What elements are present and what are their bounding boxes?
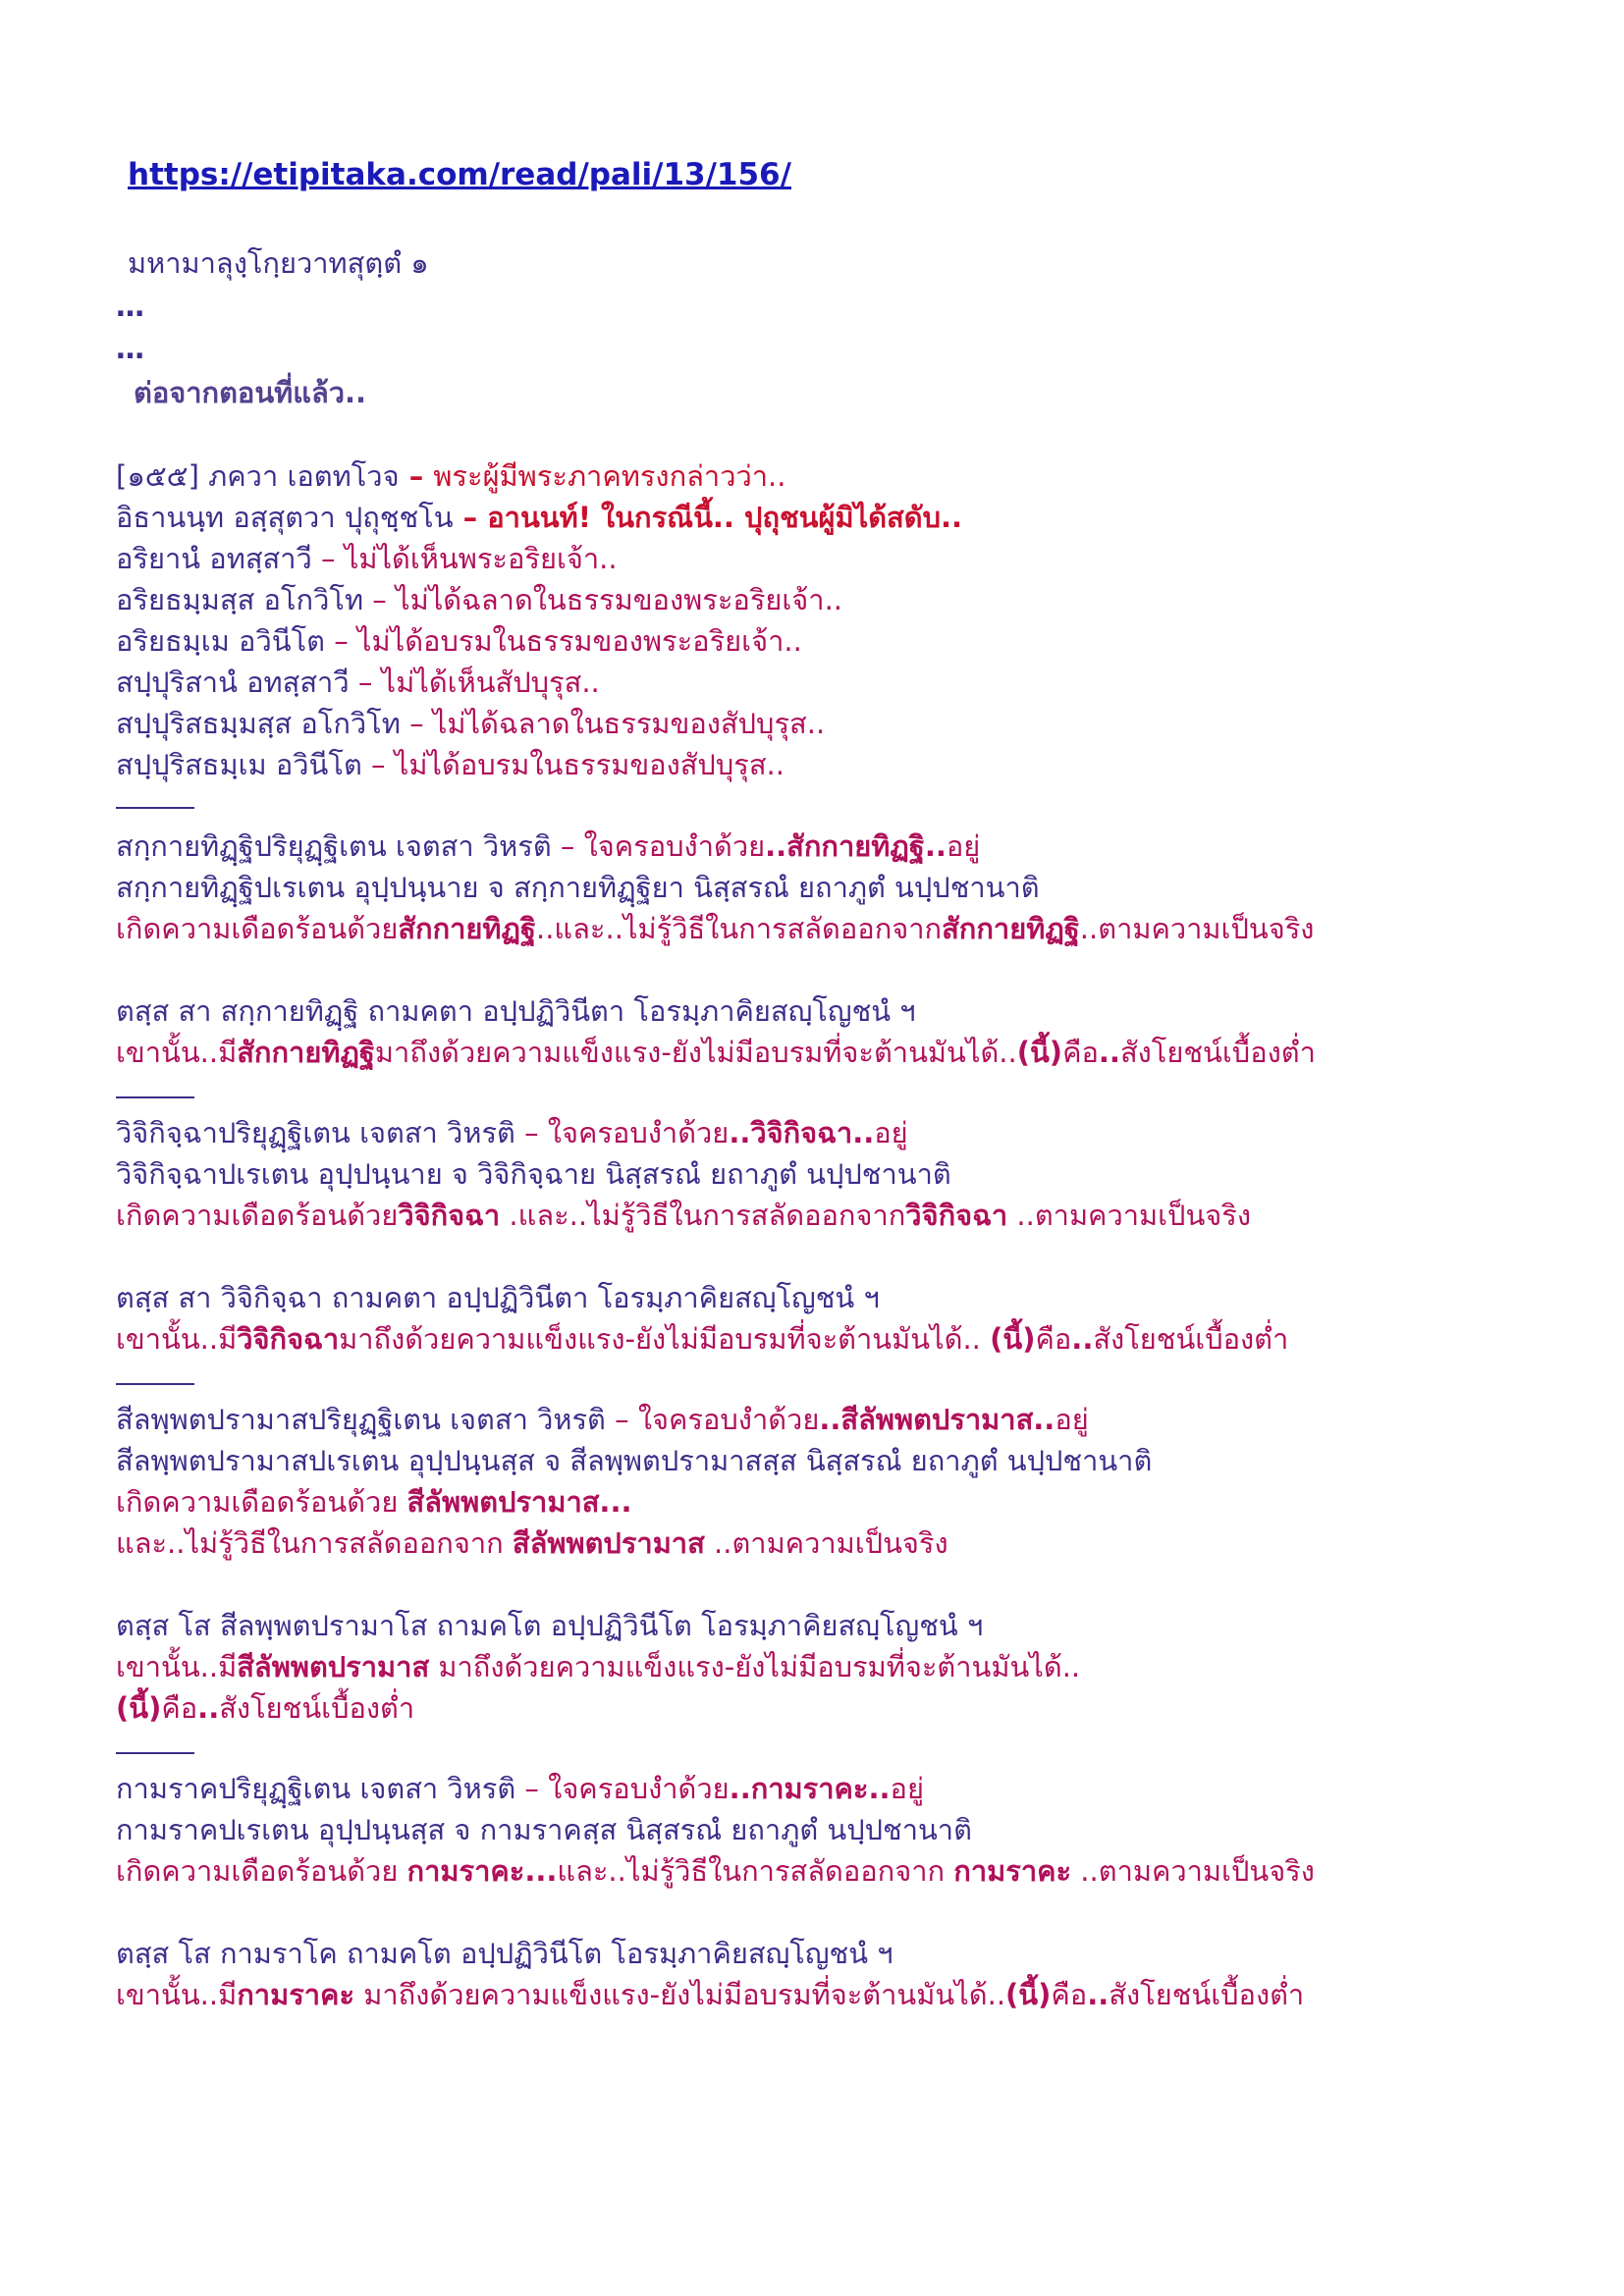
s2-line-a: [116, 1113, 908, 1152]
thai-text: – ไม่ได้เห็นพระอริยเจ้า..: [311, 542, 618, 575]
s2-line-b: วิจิกิจฺฉาปเรเตน อุปฺปนฺนาย จ วิจิกิจฺฉาย นิสฺสรณํ ยถาภูตํ นปฺปชานาติ: [116, 1157, 951, 1191]
s4-line-c: [116, 1851, 1315, 1891]
pali-text: อิธานนฺท อสฺสุตวา ปุถุชฺชโน: [116, 501, 454, 534]
intro-line-2: [116, 498, 962, 537]
pali-text: วิจิกิจฺฉาปริยุฏฺฐิเตน เจตสา วิหรติ: [116, 1116, 525, 1149]
key-term: สักกายทิฏฐิ: [398, 912, 536, 945]
pali-text: อริยธมฺเม อวินีโต: [116, 624, 325, 658]
key-term: ..: [1071, 1322, 1094, 1356]
thai-text: เกิดความเดือดร้อนด้วย: [116, 1485, 407, 1519]
thai-text: อยู่: [890, 1772, 924, 1805]
intro-line-3: [116, 539, 618, 578]
s3-line-b: สีลพฺพตปรามาสปเรเตน อุปฺปนฺนสฺส จ สีลพฺพตปรามาสสฺส นิสฺสรณํ ยถาภูตํ นปฺปชานาติ: [116, 1444, 1153, 1477]
thai-text: ..ตามความเป็นจริง: [704, 1526, 948, 1560]
ellipsis-1: …: [116, 290, 144, 323]
key-term: ..: [197, 1691, 220, 1725]
key-term: กามราคะ: [237, 1978, 355, 2011]
s2-line-c: [116, 1196, 1251, 1235]
pali-text: กามราคปริยุฏฺฐิเตน เจตสา วิหรติ: [116, 1772, 516, 1805]
thai-text: สังโยชน์เบื้องต่ำ: [1093, 1322, 1289, 1356]
thai-text: ..ตามความเป็นจริง: [1071, 1854, 1315, 1888]
s1-line-e: [116, 1033, 1316, 1072]
s3-line-e: [116, 1647, 1080, 1686]
key-term: ..วิจิกิจฉา..: [729, 1116, 875, 1149]
key-term: กามราคะ...: [406, 1854, 558, 1888]
thai-text: อยู่: [1055, 1403, 1089, 1436]
section-divider: [116, 1096, 194, 1098]
thai-text: คือ: [1051, 1978, 1088, 2011]
thai-text: – ใจครอบงำด้วย: [605, 1403, 820, 1436]
s1-line-d: ตสฺส สา สกฺกายทิฏฺฐิ ถามคตา อปฺปฏิวินีตา โอรมฺภาคิยสญฺโญชนํ ฯ: [116, 994, 916, 1028]
pali-text: สปฺปุริสธมฺเม อวินีโต: [116, 748, 372, 781]
s4-line-d: ตสฺส โส กามราโค ถามคโต อปฺปฏิวินีโต โอรมฺภาคิยสญฺโญชนํ ฯ: [116, 1937, 893, 1970]
key-term: ..: [1098, 1036, 1120, 1069]
s1-line-b: สกฺกายทิฏฺฐิปเรเตน อุปฺปนฺนาย จ สกฺกายทิฏฺฐิยา นิสฺสรณํ ยถาภูตํ นปฺปชานาติ: [116, 871, 1040, 904]
thai-text: สังโยชน์เบื้องต่ำ: [219, 1691, 415, 1725]
s2-line-e: [116, 1319, 1288, 1359]
key-term: (นี้): [1005, 1978, 1052, 2011]
thai-text: ..ตามความเป็นจริง: [1007, 1199, 1252, 1232]
thai-text: เกิดความเดือดร้อนด้วย: [116, 1854, 407, 1888]
thai-text: เกิดความเดือดร้อนด้วย: [116, 912, 399, 945]
pali-text: สีลพฺพตปรามาสปริยุฏฺฐิเตน เจตสา วิหรติ: [116, 1403, 606, 1436]
thai-text: สังโยชน์เบื้องต่ำ: [1119, 1036, 1316, 1069]
key-term: ..กามราคะ..: [729, 1772, 891, 1805]
thai-text: เขานั้น..มี: [116, 1036, 238, 1069]
thai-text: คือ: [161, 1691, 198, 1725]
s3-line-f: [116, 1688, 414, 1728]
thai-text: สังโยชน์เบื้องต่ำ: [1109, 1978, 1305, 2011]
s3-line-c2: [116, 1523, 948, 1563]
thai-text: เกิดความเดือดร้อนด้วย: [116, 1199, 399, 1232]
thai-text: – ไม่ได้ฉลาดในธรรมของพระอริยเจ้า..: [363, 583, 843, 616]
thai-text: เขานั้น..มี: [116, 1650, 238, 1683]
key-term: สีลัพพตปรามาส: [237, 1650, 430, 1683]
ellipsis-2: …: [116, 332, 144, 365]
s4-line-b: กามราคปเรเตน อุปฺปนฺนสฺส จ กามราคสฺส นิสฺสรณํ ยถาภูตํ นปฺปชานาติ: [116, 1813, 972, 1846]
thai-text: มาถึงด้วยความแข็งแรง-ยังไม่มีอบรมที่จะต้านมันได้..: [354, 1978, 1006, 2011]
pali-text: สกฺกายทิฏฺฐิปริยุฏฺฐิเตน เจตสา วิหรติ: [116, 829, 552, 863]
thai-text: และ..ไม่รู้วิธีในการสลัดออกจาก: [116, 1526, 513, 1560]
key-term: กามราคะ: [953, 1854, 1072, 1888]
key-term: วิจิกิจฉา: [398, 1199, 501, 1232]
key-term: สักกายทิฏฐิ: [237, 1036, 375, 1069]
key-term: ..สักกายทิฏฐิ..: [765, 829, 947, 863]
thai-text: เขานั้น..มี: [116, 1322, 238, 1356]
thai-text: มาถึงด้วยความแข็งแรง-ยังไม่มีอบรมที่จะต้านมันได้..: [429, 1650, 1081, 1683]
thai-text: มาถึงด้วยความแข็งแรง-ยังไม่มีอบรมที่จะต้านมันได้..: [339, 1322, 991, 1356]
thai-text: – ใจครอบงำด้วย: [515, 1772, 730, 1805]
continued-note: ต่อจากตอนที่แล้ว..: [134, 376, 367, 409]
intro-line-1: [116, 456, 786, 496]
key-term: สักกายทิฏฐิ: [942, 912, 1080, 945]
thai-text: ..ตามความเป็นจริง: [1079, 912, 1315, 945]
thai-text: – ไม่ได้อบรมในธรรมของพระอริยเจ้า..: [324, 624, 802, 658]
s3-line-c: [116, 1482, 632, 1522]
thai-text: – ไม่ได้อบรมในธรรมของสัปบุรุส..: [371, 748, 785, 781]
pali-text: [๑๕๕] ภควา เอตทโวจ: [116, 459, 400, 493]
s4-line-e: [116, 1975, 1304, 2014]
thai-text: อานนท์! ในกรณีนี้.. ปุถุชนผู้มิได้สดับ..: [487, 501, 963, 534]
key-term: สีลัพพตปรามาส: [512, 1526, 705, 1560]
thai-text: เขานั้น..มี: [116, 1978, 238, 2011]
thai-text: .และ..ไม่รู้วิธีในการสลัดออกจาก: [500, 1199, 906, 1232]
thai-text: และ..ไม่รู้วิธีในการสลัดออกจาก: [557, 1854, 954, 1888]
thai-text: อยู่: [946, 829, 981, 863]
dash: –: [399, 459, 434, 493]
thai-text: คือ: [1035, 1322, 1072, 1356]
thai-text: – ใจครอบงำด้วย: [524, 1116, 730, 1149]
thai-text: – ไม่ได้เห็นสัปบุรุส..: [357, 666, 600, 699]
thai-text: พระผู้มีพระภาคทรงกล่าวว่า..: [433, 459, 786, 493]
key-term: วิจิกิจฉา: [905, 1199, 1008, 1232]
thai-text: อยู่: [874, 1116, 908, 1149]
pali-text: อริยธมฺมสฺส อโกวิโท: [116, 583, 364, 616]
intro-line-6: [116, 663, 600, 702]
intro-line-4: [116, 580, 842, 619]
s4-line-a: [116, 1769, 924, 1808]
key-term: วิจิกิจฉา: [237, 1322, 340, 1356]
key-term: สีลัพพตปรามาส...: [406, 1485, 632, 1519]
pali-text: อริยานํ อทสฺสาวี: [116, 542, 312, 575]
key-term: (นี้): [1016, 1036, 1063, 1069]
intro-line-5: [116, 621, 802, 661]
section-divider: [116, 1752, 194, 1754]
key-term: ..: [1087, 1978, 1110, 2011]
thai-text: – ใจครอบงำด้วย: [551, 829, 766, 863]
s1-line-c: [116, 909, 1314, 948]
pali-text: สปฺปุริสานํ อทสฺสาวี: [116, 666, 358, 699]
key-term: (นี้): [116, 1691, 162, 1725]
intro-line-7: [116, 704, 825, 743]
section-divider: [116, 807, 194, 809]
dash: –: [453, 501, 488, 534]
s3-line-d: ตสฺส โส สีลพฺพตปรามาโส ถามคโต อปฺปฏิวินีโต โอรมฺภาคิยสญฺโญชนํ ฯ: [116, 1609, 984, 1642]
thai-text: คือ: [1062, 1036, 1099, 1069]
key-term: ..สีลัพพตปรามาส..: [819, 1403, 1056, 1436]
source-link[interactable]: https://etipitaka.com/read/pali/13/156/: [128, 157, 791, 192]
s1-line-a: [116, 827, 980, 866]
section-divider: [116, 1383, 194, 1385]
pali-text: สปฺปุริสธมฺมสฺส อโกวิโท: [116, 707, 401, 740]
key-term: (นี้): [990, 1322, 1036, 1356]
thai-text: – ไม่ได้ฉลาดในธรรมของสัปบุรุส..: [400, 707, 826, 740]
thai-text: มาถึงด้วยความแข็งแรง-ยังไม่มีอบรมที่จะต้านมันได้..: [374, 1036, 1017, 1069]
thai-text: ..และ..ไม่รู้วิธีในการสลัดออกจาก: [536, 912, 943, 945]
s3-line-a: [116, 1400, 1089, 1439]
sutta-title: มหามาลุงฺโกฺยวาทสุตฺตํ ๑: [128, 246, 429, 280]
s2-line-d: ตสฺส สา วิจิกิจฺฉา ถามคตา อปฺปฏิวินีตา โอรมฺภาคิยสญฺโญชนํ ฯ: [116, 1281, 880, 1314]
intro-line-8: [116, 745, 785, 784]
